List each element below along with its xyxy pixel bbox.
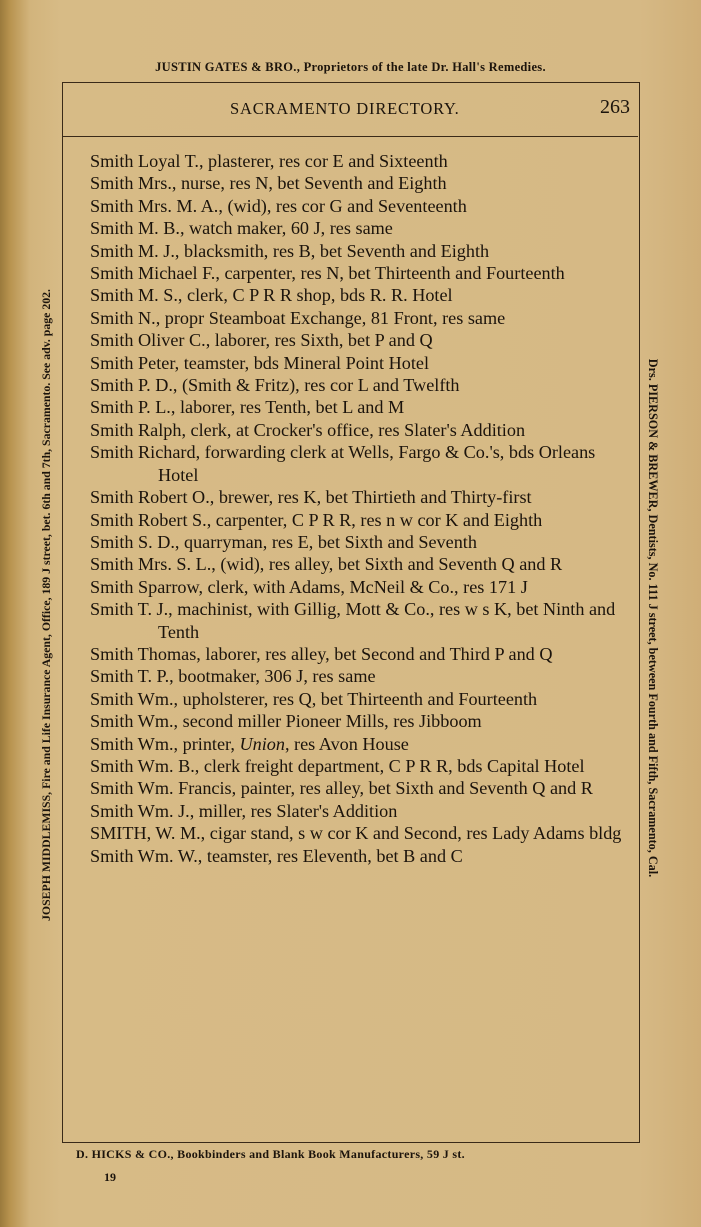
directory-entry: Smith S. D., quarryman, res E, bet Sixth and Seventh [90,531,477,552]
page-header [62,96,638,137]
directory-entry: Smith Robert S., carpenter, C P R R, res n w cor K and Eighth [90,509,543,530]
page-number: 263 [600,96,630,118]
directory-entry: Smith Loyal T., plasterer, res cor E and Sixteenth [90,151,448,171]
left-margin-advertisement: JOSEPH MIDDLEMISS, Fire and Life Insurance Agent, Office, 189 J street, bet. 6th and 7th, Sacramento. See adv. page 202. [39,289,53,921]
directory-entries [90,150,625,867]
directory-entry: Smith T. J., machinist, with Gillig, Mott & Co., res w s K, bet Ninth and Tenth [90,599,616,642]
directory-entry: Smith Mrs., nurse, res N, bet Seventh and Eighth [90,173,447,194]
entry-text: , res Avon House [284,733,409,754]
directory-entry: Smith Wm. Francis, painter, res alley, bet Sixth and Seventh Q and R [90,778,593,799]
directory-entry: Smith Thomas, laborer, res alley, bet Second and Third P and Q [90,643,553,664]
directory-entry: Smith M. B., watch maker, 60 J, res same [90,218,393,239]
directory-entry: Smith T. P., bootmaker, 306 J, res same [90,666,376,687]
directory-entry: SMITH, W. M., cigar stand, s w cor K and Second, res Lady Adams bldg [90,823,622,844]
directory-entry: Smith Wm. J., miller, res Slater's Addition [90,800,398,821]
directory-entry: Smith Oliver C., laborer, res Sixth, bet P and Q [90,330,433,351]
directory-entry: Smith Robert O., brewer, res K, bet Thirtieth and Thirty-first [90,487,532,508]
directory-entry: Smith Wm. B., clerk freight department, C P R R, bds Capital Hotel [90,755,585,776]
directory-entry: Smith Richard, forwarding clerk at Wells, Fargo & Co.'s, bds Orleans Hotel [90,442,596,485]
directory-entry: Smith M. S., clerk, C P R R shop, bds R. R. Hotel [90,285,453,306]
directory-entry: Smith Mrs. S. L., (wid), res alley, bet Sixth and Seventh Q and R [90,554,563,575]
directory-entry: Smith Michael F., carpenter, res N, bet Thirteenth and Fourteenth [90,263,565,284]
directory-entry: Smith Sparrow, clerk, with Adams, McNeil & Co., res 171 J [90,576,528,597]
directory-entry: Smith M. J., blacksmith, res B, bet Seventh and Eighth [90,240,490,261]
directory-entry: Smith Mrs. M. A., (wid), res cor G and Seventeenth [90,195,467,216]
directory-entry: Smith P. L., laborer, res Tenth, bet L and M [90,397,405,418]
directory-entry: Smith Ralph, clerk, at Crocker's office, res Slater's Addition [90,419,526,440]
top-advertisement: JUSTIN GATES & BRO., Proprietors of the late Dr. Hall's Remedies. [155,60,546,74]
directory-entry: Smith Wm., second miller Pioneer Mills, res Jibboom [90,711,482,732]
entry-text: Smith Wm., printer, [90,733,240,754]
right-margin-advertisement: Drs. PIERSON & BREWER, Dentists, No. 111 J street, between Fourth and Fifth, Sacramento, Cal. [646,358,660,878]
bottom-advertisement: D. HICKS & CO., Bookbinders and Blank Book Manufacturers, 59 J st. [76,1147,465,1161]
running-title: SACRAMENTO DIRECTORY. [230,99,460,118]
signature-mark: 19 [104,1170,116,1184]
directory-entry: Smith P. D., (Smith & Fritz), res cor L and Twelfth [90,375,460,396]
directory-entry: Smith N., propr Steamboat Exchange, 81 Front, res same [90,307,506,328]
directory-entry: Smith Wm. W., teamster, res Eleventh, bet B and C [90,845,463,866]
directory-entry: Smith Wm., upholsterer, res Q, bet Thirteenth and Fourteenth [90,688,538,709]
directory-entry: Smith Peter, teamster, bds Mineral Point Hotel [90,352,430,373]
entry-publication: Union [239,733,285,754]
directory-entry [90,733,625,755]
